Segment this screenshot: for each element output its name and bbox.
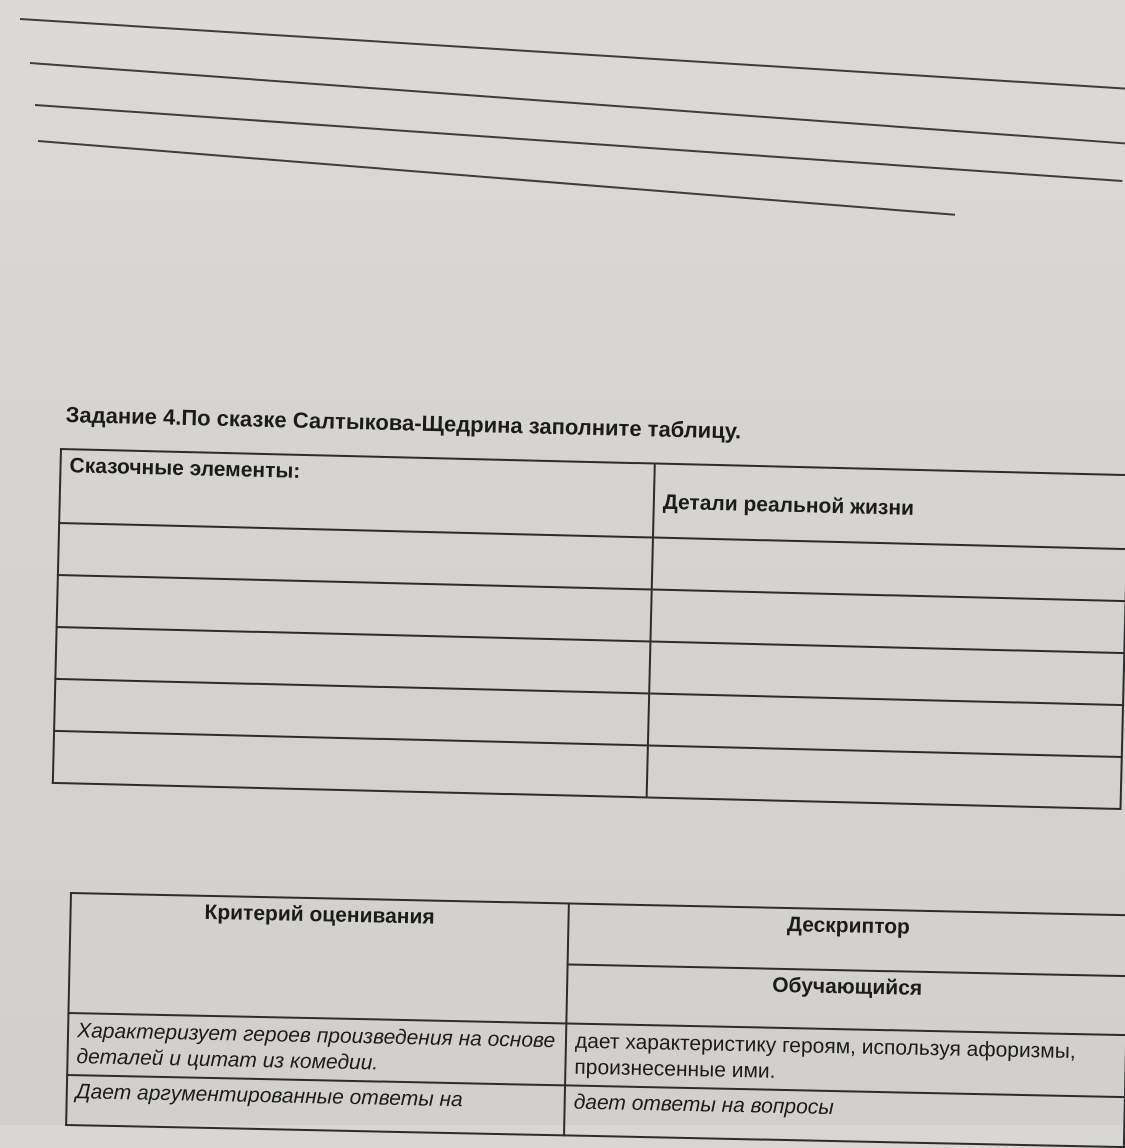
criterion-cell: Дает аргументированные ответы на bbox=[66, 1075, 565, 1135]
criteria-table bbox=[65, 892, 1125, 1148]
answer-line bbox=[20, 18, 1125, 90]
column-header-real-life-details: Детали реальной жизни bbox=[653, 464, 1125, 550]
answer-line bbox=[35, 104, 1122, 182]
task-table bbox=[52, 448, 1125, 810]
criterion-cell: Характеризует героев произведения на основе деталей и цитат из комедии. bbox=[67, 1013, 566, 1085]
task-title: Задание 4.По сказке Салтыкова-Щедрина заполните таблицу. bbox=[65, 402, 742, 444]
learner-header: Обучающийся bbox=[566, 965, 1125, 1036]
descriptor-cell: дает ответы на вопросы bbox=[564, 1085, 1125, 1147]
answer-cell[interactable] bbox=[647, 745, 1122, 809]
descriptor-header: Дескриптор bbox=[568, 903, 1125, 976]
answer-line bbox=[30, 62, 1125, 145]
column-header-fairy-elements: Сказочные элементы: bbox=[59, 449, 655, 537]
criteria-header-row bbox=[70, 893, 1125, 976]
criterion-header: Критерий оценивания bbox=[68, 893, 568, 1023]
answer-line bbox=[38, 140, 955, 216]
descriptor-cell: дает характеристику героям, используя афоризмы, произнесенные ими. bbox=[565, 1023, 1125, 1097]
